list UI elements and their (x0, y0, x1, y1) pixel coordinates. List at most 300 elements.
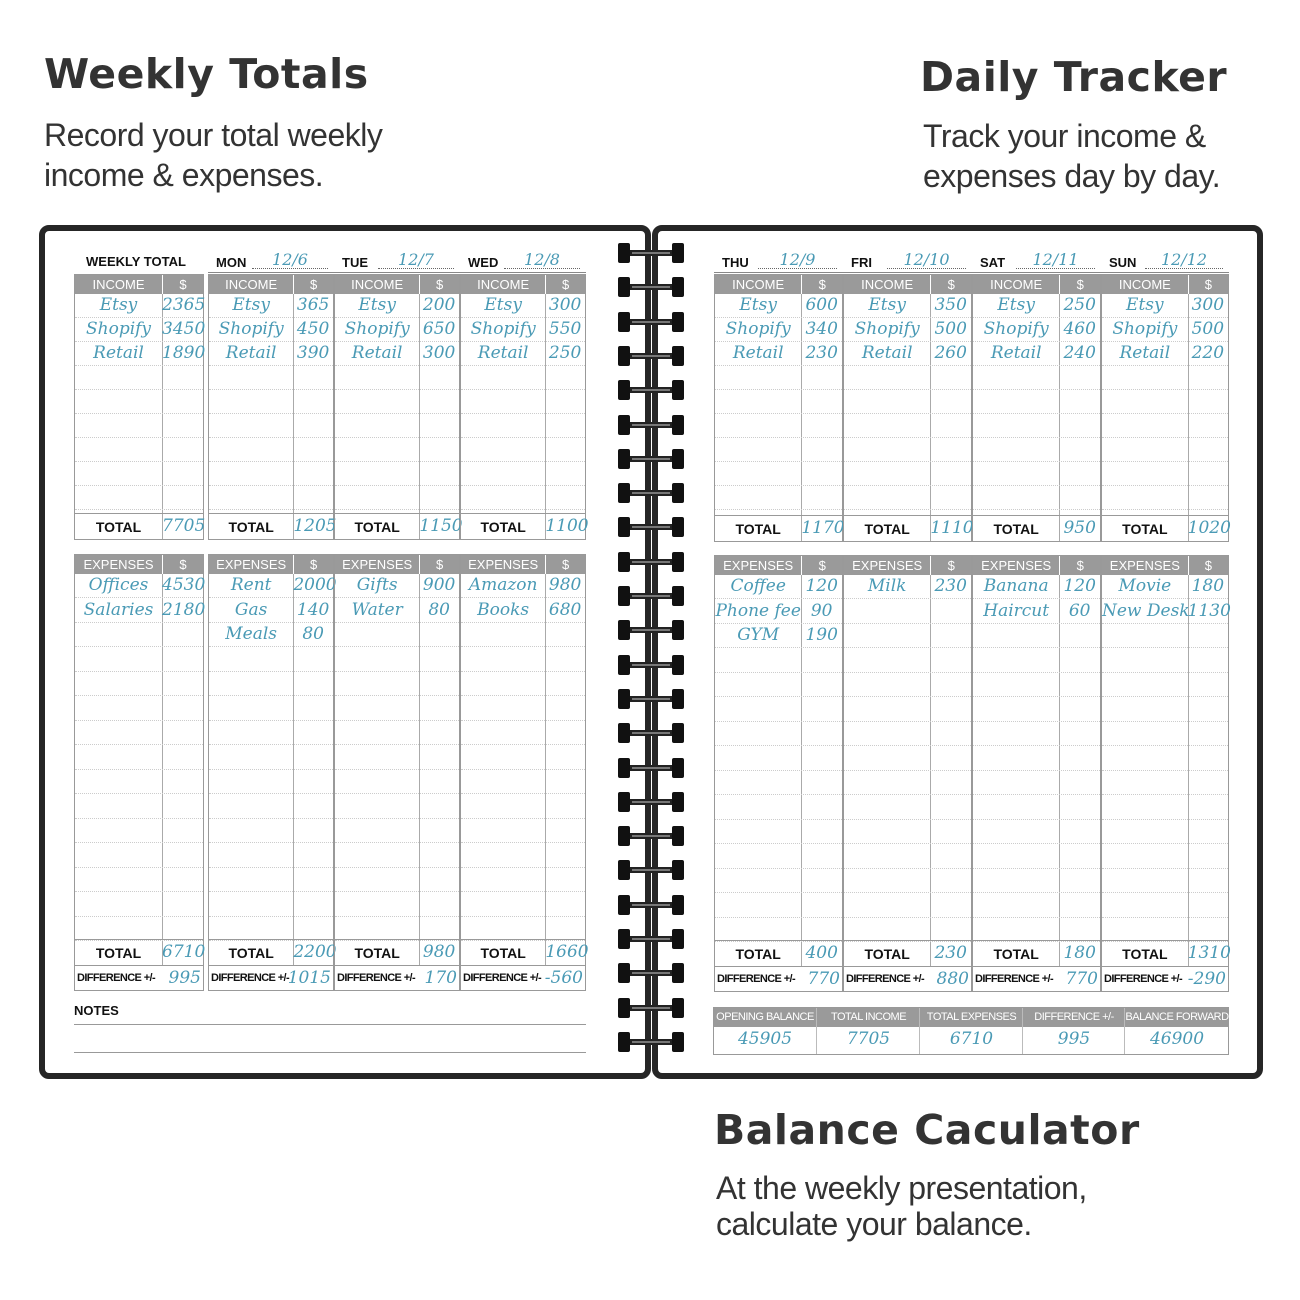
income-column-header: INCOME (351, 277, 404, 292)
income-row[interactable] (461, 342, 585, 366)
expense-row[interactable] (209, 623, 333, 647)
ring-shine (632, 321, 670, 323)
income-total-value: 950 (1063, 518, 1096, 538)
expense-row[interactable] (335, 721, 459, 745)
expense-row[interactable] (844, 673, 971, 697)
income-row[interactable] (461, 462, 585, 486)
income-row[interactable] (335, 366, 459, 390)
expense-row[interactable] (209, 746, 333, 770)
ring-hole-right (672, 860, 684, 880)
notes-line[interactable] (74, 1052, 586, 1053)
expenses-table (460, 554, 589, 966)
income-row[interactable] (75, 342, 206, 366)
balance-cell (714, 1008, 816, 1054)
income-amount: 240 (1063, 343, 1096, 363)
income-table-header (715, 275, 842, 294)
expenses-table (1101, 555, 1229, 967)
income-row[interactable] (973, 486, 1100, 510)
spiral-ring (618, 758, 684, 778)
balance-value[interactable]: 7705 (846, 1029, 891, 1049)
expense-row[interactable] (75, 599, 206, 623)
expense-row[interactable] (75, 795, 203, 819)
expense-row[interactable] (1102, 698, 1228, 722)
expense-row[interactable] (75, 819, 203, 843)
ring-shine (632, 1041, 670, 1043)
income-item: Shopify (470, 319, 536, 339)
expense-row[interactable] (335, 770, 459, 794)
expense-row[interactable] (973, 796, 1100, 820)
income-row[interactable] (209, 438, 333, 462)
ring-hole-left (618, 415, 630, 435)
expense-row[interactable] (335, 893, 459, 917)
total-label: TOTAL (480, 519, 526, 535)
expense-row[interactable] (1102, 894, 1228, 918)
expense-row[interactable] (209, 893, 333, 917)
expense-row[interactable] (844, 698, 971, 722)
expense-row[interactable] (973, 575, 1100, 599)
balance-value[interactable]: 995 (1057, 1029, 1091, 1049)
expense-row[interactable] (75, 648, 203, 672)
income-row[interactable] (844, 462, 971, 486)
expense-row[interactable] (75, 574, 206, 598)
expense-row[interactable] (461, 697, 585, 721)
income-amount: 220 (1191, 343, 1225, 363)
income-row[interactable] (335, 294, 459, 318)
income-row[interactable] (973, 390, 1100, 414)
expense-amount: 1130 (1187, 600, 1231, 621)
total-label: TOTAL (864, 946, 910, 962)
income-row[interactable] (335, 486, 459, 510)
day-date[interactable]: 12/9 (758, 250, 837, 269)
expense-row[interactable] (973, 845, 1100, 869)
expense-row[interactable] (1102, 673, 1228, 697)
expense-row[interactable] (844, 820, 971, 844)
day-date[interactable]: 12/11 (1016, 250, 1095, 269)
expense-row[interactable] (461, 917, 585, 941)
expense-row[interactable] (1102, 918, 1228, 942)
amount-column-header: $ (930, 556, 971, 575)
expense-row[interactable] (715, 796, 842, 820)
expenses-table-header (1102, 556, 1228, 575)
expense-row[interactable] (973, 722, 1100, 746)
expense-row[interactable] (844, 600, 971, 624)
difference-row (334, 965, 460, 991)
income-item: Retail (732, 343, 784, 363)
ring-shine (632, 972, 670, 974)
income-row[interactable] (973, 294, 1100, 318)
balance-label: BALANCE FORWARD (1125, 1008, 1229, 1027)
income-row[interactable] (973, 438, 1100, 462)
income-item: Retail (861, 343, 913, 363)
expense-row[interactable] (335, 868, 459, 892)
expense-row[interactable] (335, 672, 459, 696)
expense-row[interactable] (335, 917, 459, 941)
balance-value[interactable]: 46900 (1149, 1029, 1205, 1049)
day-date[interactable]: 12/8 (504, 250, 580, 269)
expense-row[interactable] (461, 844, 585, 868)
amount-column-header: $ (1188, 275, 1228, 294)
income-row[interactable] (209, 486, 333, 510)
ring-shine (632, 869, 670, 871)
expense-row[interactable] (209, 574, 337, 598)
expense-amount: 80 (302, 624, 324, 644)
difference-value: 995 (168, 968, 201, 988)
expense-amount: 190 (805, 625, 838, 645)
difference-row (208, 965, 334, 991)
income-row[interactable] (1102, 342, 1228, 366)
notes-line[interactable] (74, 1024, 586, 1025)
expense-row[interactable] (209, 868, 333, 892)
income-row[interactable] (844, 390, 971, 414)
amount-column-header: $ (801, 556, 842, 575)
expense-row[interactable] (335, 697, 459, 721)
expense-row[interactable] (461, 819, 585, 843)
income-row[interactable] (1102, 486, 1228, 510)
income-row[interactable] (973, 366, 1100, 390)
ring-shine (632, 355, 670, 357)
income-item: Etsy (868, 295, 906, 315)
expense-row[interactable] (461, 672, 585, 696)
expense-row[interactable] (461, 574, 585, 598)
difference-label: DIFFERENCE +/- (211, 972, 290, 984)
expense-row[interactable] (844, 722, 971, 746)
ring-hole-right (672, 620, 684, 640)
income-amount: 250 (548, 343, 582, 363)
ring-hole-left (618, 963, 630, 983)
income-row[interactable] (844, 294, 971, 318)
difference-value: 770 (807, 969, 840, 989)
income-amount: 260 (934, 343, 967, 363)
income-row[interactable] (715, 462, 842, 486)
expense-row[interactable] (461, 746, 585, 770)
expense-row[interactable] (335, 599, 459, 623)
ring-shine (632, 835, 670, 837)
income-total-row (844, 515, 974, 541)
expense-row[interactable] (715, 869, 842, 893)
expense-row[interactable] (715, 698, 842, 722)
expense-item: Movie (1118, 576, 1172, 596)
income-item: Etsy (1126, 295, 1164, 315)
expense-row[interactable] (75, 672, 203, 696)
income-row[interactable] (461, 438, 585, 462)
expense-row[interactable] (1102, 796, 1228, 820)
expense-row[interactable] (844, 869, 971, 893)
expense-row[interactable] (844, 575, 971, 599)
expense-row[interactable] (973, 624, 1100, 648)
income-table-header (973, 275, 1100, 294)
difference-row (1101, 966, 1229, 992)
income-amount: 390 (296, 343, 330, 363)
spiral-ring (618, 723, 684, 743)
expense-row[interactable] (715, 624, 842, 648)
income-row[interactable] (75, 390, 203, 414)
income-row[interactable] (844, 318, 971, 342)
spiral-ring (618, 517, 684, 537)
income-row[interactable] (715, 318, 842, 342)
expense-row[interactable] (1102, 747, 1228, 771)
day-header (334, 250, 460, 273)
expense-row[interactable] (209, 672, 333, 696)
income-table-header (844, 275, 971, 294)
difference-label: DIFFERENCE +/- (846, 973, 925, 985)
expense-row[interactable] (973, 649, 1100, 673)
income-row[interactable] (209, 462, 333, 486)
income-total-value: 7705 (162, 516, 206, 536)
income-row[interactable] (1102, 294, 1228, 318)
income-row[interactable] (715, 486, 842, 510)
income-row[interactable] (335, 318, 459, 342)
income-row[interactable] (1102, 462, 1228, 486)
expense-row[interactable] (715, 771, 842, 795)
expense-row[interactable] (844, 771, 971, 795)
income-row[interactable] (461, 318, 585, 342)
expense-row[interactable] (335, 574, 459, 598)
total-label: TOTAL (354, 519, 400, 535)
expense-row[interactable] (844, 894, 971, 918)
difference-row (74, 965, 204, 991)
ring-hole-right (672, 826, 684, 846)
income-row[interactable] (715, 342, 842, 366)
ring-hole-left (618, 346, 630, 366)
income-table-header (461, 275, 585, 294)
expense-row[interactable] (209, 721, 333, 745)
expense-row[interactable] (1102, 600, 1231, 624)
expense-row[interactable] (209, 599, 333, 623)
expense-row[interactable] (715, 649, 842, 673)
expense-row[interactable] (461, 770, 585, 794)
expense-row[interactable] (461, 599, 585, 623)
difference-label: DIFFERENCE +/- (77, 972, 156, 984)
expense-row[interactable] (715, 747, 842, 771)
income-row[interactable] (75, 438, 203, 462)
expense-row[interactable] (461, 721, 585, 745)
expense-item: Amazon (468, 575, 538, 595)
expense-row[interactable] (461, 893, 585, 917)
income-row[interactable] (461, 414, 585, 438)
income-row[interactable] (209, 294, 333, 318)
balance-label: DIFFERENCE +/- (1023, 1008, 1125, 1027)
expense-row[interactable] (75, 917, 203, 941)
difference-row (843, 966, 972, 992)
day-date[interactable]: 12/6 (252, 250, 328, 269)
day-column-sat (972, 250, 1101, 1000)
day-date[interactable]: 12/12 (1145, 250, 1223, 269)
expense-row[interactable] (461, 795, 585, 819)
expense-row[interactable] (973, 747, 1100, 771)
income-row[interactable] (973, 342, 1100, 366)
income-row[interactable] (75, 462, 203, 486)
income-amount: 300 (422, 343, 456, 363)
expense-row[interactable] (75, 770, 203, 794)
expense-row[interactable] (461, 868, 585, 892)
income-row[interactable] (461, 366, 585, 390)
expense-row[interactable] (209, 795, 333, 819)
income-row[interactable] (209, 318, 333, 342)
income-row[interactable] (335, 438, 459, 462)
expense-row[interactable] (1102, 869, 1228, 893)
expense-row[interactable] (715, 845, 842, 869)
expense-row[interactable] (973, 894, 1100, 918)
expense-row[interactable] (844, 624, 971, 648)
expenses-column-header: EXPENSES (723, 558, 794, 573)
income-row[interactable] (844, 486, 971, 510)
income-total-value: 1205 (293, 516, 337, 536)
expense-row[interactable] (461, 623, 585, 647)
income-item: Etsy (997, 295, 1035, 315)
expense-row[interactable] (335, 795, 459, 819)
expense-row[interactable] (335, 623, 459, 647)
expense-row[interactable] (335, 746, 459, 770)
income-total-value: 1170 (801, 518, 845, 538)
expense-row[interactable] (715, 673, 842, 697)
expense-row[interactable] (209, 697, 333, 721)
total-label: TOTAL (480, 945, 526, 961)
income-row[interactable] (461, 486, 585, 510)
income-row[interactable] (1102, 366, 1228, 390)
income-row[interactable] (335, 390, 459, 414)
spiral-ring (618, 998, 684, 1018)
expense-row[interactable] (973, 869, 1100, 893)
expenses-table (74, 554, 204, 966)
income-row[interactable] (1102, 390, 1228, 414)
income-row[interactable] (973, 414, 1100, 438)
expense-row[interactable] (844, 918, 971, 942)
expense-row[interactable] (844, 845, 971, 869)
expense-row[interactable] (75, 844, 203, 868)
expense-row[interactable] (715, 575, 842, 599)
income-row[interactable] (715, 366, 842, 390)
expense-row[interactable] (75, 893, 203, 917)
expense-row[interactable] (1102, 575, 1228, 599)
income-row[interactable] (75, 366, 203, 390)
income-row[interactable] (1102, 414, 1228, 438)
day-header (74, 250, 204, 272)
income-row[interactable] (844, 342, 971, 366)
expense-amount: 2000 (293, 575, 337, 595)
balance-value[interactable]: 45905 (737, 1029, 793, 1049)
expense-row[interactable] (335, 819, 459, 843)
income-column-header: INCOME (1118, 277, 1171, 292)
income-row[interactable] (75, 318, 206, 342)
expense-row[interactable] (715, 722, 842, 746)
income-row[interactable] (844, 366, 971, 390)
expenses-table (714, 555, 843, 967)
expense-row[interactable] (715, 820, 842, 844)
income-row[interactable] (1102, 318, 1228, 342)
balance-value[interactable]: 6710 (949, 1029, 994, 1049)
income-row[interactable] (209, 390, 333, 414)
income-column-header: INCOME (861, 277, 914, 292)
daily-tracker-desc-line1: Track your income & (923, 118, 1206, 154)
expenses-table (334, 554, 460, 966)
income-item: Retail (1119, 343, 1171, 363)
expense-row[interactable] (844, 796, 971, 820)
difference-value: 880 (936, 969, 969, 989)
income-item: Shopify (344, 319, 410, 339)
income-row[interactable] (335, 342, 459, 366)
expense-row[interactable] (75, 697, 203, 721)
expense-row[interactable] (844, 747, 971, 771)
income-row[interactable] (715, 438, 842, 462)
expense-row[interactable] (1102, 820, 1228, 844)
expense-row[interactable] (1102, 722, 1228, 746)
income-row[interactable] (973, 318, 1100, 342)
income-row[interactable] (1102, 438, 1228, 462)
income-row[interactable] (335, 462, 459, 486)
expenses-total-value: 1310 (1187, 943, 1231, 963)
expense-row[interactable] (973, 698, 1100, 722)
expense-row[interactable] (209, 819, 333, 843)
expense-row[interactable] (715, 600, 842, 624)
expense-row[interactable] (715, 894, 842, 918)
income-row[interactable] (715, 390, 842, 414)
ring-hole-right (672, 723, 684, 743)
income-row[interactable] (209, 366, 333, 390)
income-row[interactable] (75, 294, 206, 318)
expense-row[interactable] (209, 917, 333, 941)
expense-row[interactable] (1102, 845, 1228, 869)
day-date[interactable]: 12/7 (378, 250, 454, 269)
expense-row[interactable] (973, 918, 1100, 942)
ring-shine (632, 561, 670, 563)
income-row[interactable] (715, 294, 842, 318)
income-row[interactable] (844, 414, 971, 438)
expense-row[interactable] (75, 623, 203, 647)
income-row[interactable] (973, 462, 1100, 486)
income-total-row (75, 513, 206, 539)
income-row[interactable] (75, 486, 203, 510)
total-label: TOTAL (993, 946, 1039, 962)
ring-shine (632, 252, 670, 254)
total-label: TOTAL (228, 519, 274, 535)
day-date[interactable]: 12/10 (887, 250, 966, 269)
expense-row[interactable] (209, 648, 333, 672)
expense-row[interactable] (335, 844, 459, 868)
income-table (208, 274, 337, 540)
expense-row[interactable] (75, 746, 203, 770)
spiral-ring (618, 826, 684, 846)
expense-row[interactable] (461, 648, 585, 672)
income-row[interactable] (461, 390, 585, 414)
income-amount: 550 (548, 319, 582, 339)
income-row[interactable] (335, 414, 459, 438)
expense-row[interactable] (209, 844, 333, 868)
expense-row[interactable] (75, 868, 203, 892)
income-row[interactable] (844, 438, 971, 462)
expenses-table-header (973, 556, 1100, 575)
expense-row[interactable] (1102, 624, 1228, 648)
income-row[interactable] (209, 414, 333, 438)
income-row[interactable] (209, 342, 333, 366)
expense-row[interactable] (973, 771, 1100, 795)
income-item: Etsy (739, 295, 777, 315)
ring-hole-left (618, 1032, 630, 1052)
expense-row[interactable] (335, 648, 459, 672)
expense-row[interactable] (973, 820, 1100, 844)
income-row[interactable] (715, 414, 842, 438)
income-row[interactable] (461, 294, 585, 318)
expense-row[interactable] (973, 673, 1100, 697)
expense-row[interactable] (844, 649, 971, 673)
expense-row[interactable] (1102, 771, 1228, 795)
ring-hole-left (618, 998, 630, 1018)
income-row[interactable] (75, 414, 203, 438)
expense-row[interactable] (75, 721, 203, 745)
expense-row[interactable] (1102, 649, 1228, 673)
expense-row[interactable] (973, 600, 1100, 624)
expense-row[interactable] (209, 770, 333, 794)
expense-row[interactable] (715, 918, 842, 942)
